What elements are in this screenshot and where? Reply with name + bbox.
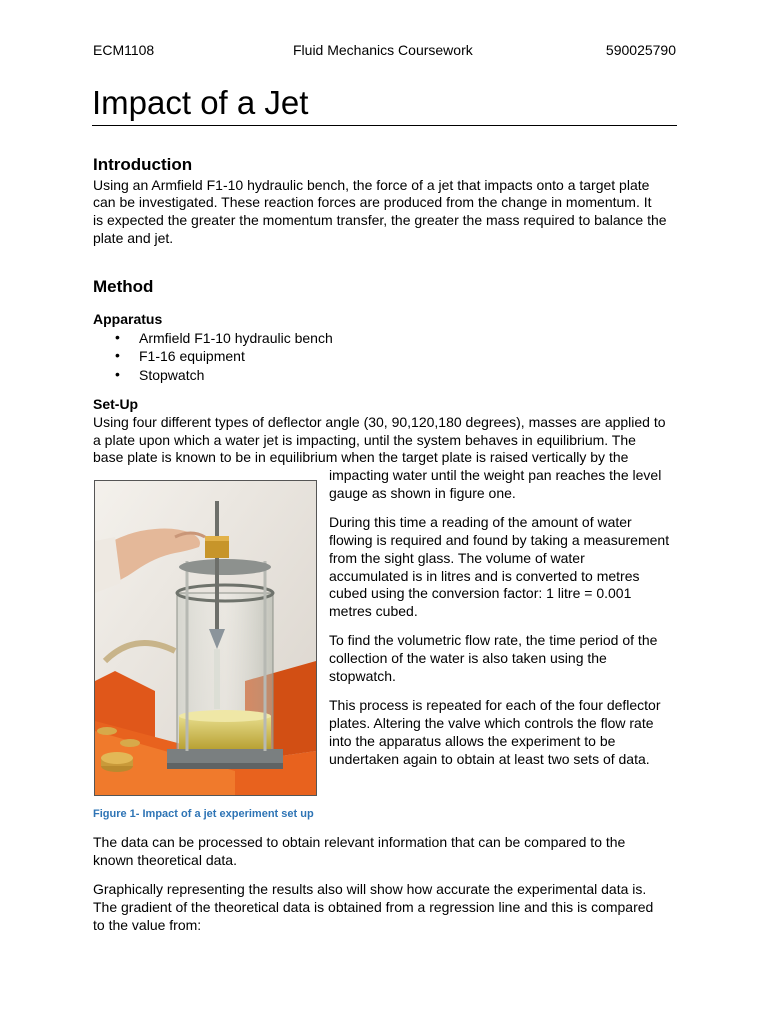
setup-line: a plate upon which a water jet is impacting, until the system behaves in equilibrium. The xyxy=(93,432,636,448)
figure-caption: Figure 1- Impact of a jet experiment set up xyxy=(93,808,314,820)
setup-side-line: cubed using the conversion factor: 1 litre = 0.001 xyxy=(329,585,632,601)
setup-side-line: During this time a reading of the amount of water xyxy=(329,514,632,530)
setup-heading: Set-Up xyxy=(93,396,139,412)
intro-line: is expected the greater the momentum transfer, the greater the mass required to balance the xyxy=(93,212,667,228)
apparatus-item: Stopwatch xyxy=(139,367,205,383)
experiment-illustration xyxy=(95,481,316,795)
course-title: Fluid Mechanics Coursework xyxy=(293,42,473,58)
setup-side-line: gauge as shown in figure one. xyxy=(329,485,516,501)
intro-line: plate and jet. xyxy=(93,230,174,246)
apparatus-item: Armfield F1-10 hydraulic bench xyxy=(139,330,333,346)
setup-side-line: accumulated is in litres and is converted to metres xyxy=(329,568,640,584)
setup-side-line: into the apparatus allows the experiment to be xyxy=(329,733,616,749)
bullet-icon: • xyxy=(115,347,120,363)
closing-line: The gradient of the theoretical data is obtained from a regression line and this is compared xyxy=(93,899,654,915)
bullet-icon: • xyxy=(115,366,120,382)
setup-line: base plate is known to be in equilibrium when the target plate is raised vertically by the xyxy=(93,449,629,465)
setup-side-line: undertaken again to obtain at least two sets of data. xyxy=(329,751,650,767)
apparatus-heading: Apparatus xyxy=(93,311,163,327)
setup-side-line: stopwatch. xyxy=(329,668,396,684)
setup-side-line: plates. Altering the valve which controls the flow rate xyxy=(329,715,654,731)
setup-side-line: flowing is required and found by taking a measurement xyxy=(329,532,670,548)
closing-line: to the value from: xyxy=(93,917,202,933)
method-heading: Method xyxy=(93,277,154,296)
setup-side-line: from the sight glass. The volume of water xyxy=(329,550,585,566)
introduction-heading: Introduction xyxy=(93,155,193,174)
intro-line: Using an Armfield F1-10 hydraulic bench, the force of a jet that impacts onto a target plate xyxy=(93,177,650,193)
intro-line: can be investigated. These reaction forces are produced from the change in momentum. It xyxy=(93,194,652,210)
apparatus-item: F1-16 equipment xyxy=(139,348,245,364)
experiment-photo xyxy=(94,480,317,796)
setup-side-line: collection of the water is also taken using the xyxy=(329,650,607,666)
setup-side-line: metres cubed. xyxy=(329,603,418,619)
setup-side-line: This process is repeated for each of the four deflector xyxy=(329,697,661,713)
setup-side-line: impacting water until the weight pan reaches the level xyxy=(329,467,662,483)
document-title: Impact of a Jet xyxy=(92,84,309,121)
course-code: ECM1108 xyxy=(93,42,155,58)
bullet-icon: • xyxy=(115,329,120,345)
closing-line: known theoretical data. xyxy=(93,852,237,868)
closing-line: Graphically representing the results also will show how accurate the experimental data is. xyxy=(93,881,647,897)
closing-line: The data can be processed to obtain relevant information that can be compared to the xyxy=(93,834,626,850)
title-divider xyxy=(92,125,677,126)
setup-line: Using four different types of deflector angle (30, 90,120,180 degrees), masses are applied to xyxy=(93,414,666,430)
page-header xyxy=(93,42,676,60)
setup-side-line: To find the volumetric flow rate, the time period of the xyxy=(329,632,658,648)
student-number: 590025790 xyxy=(605,42,676,58)
